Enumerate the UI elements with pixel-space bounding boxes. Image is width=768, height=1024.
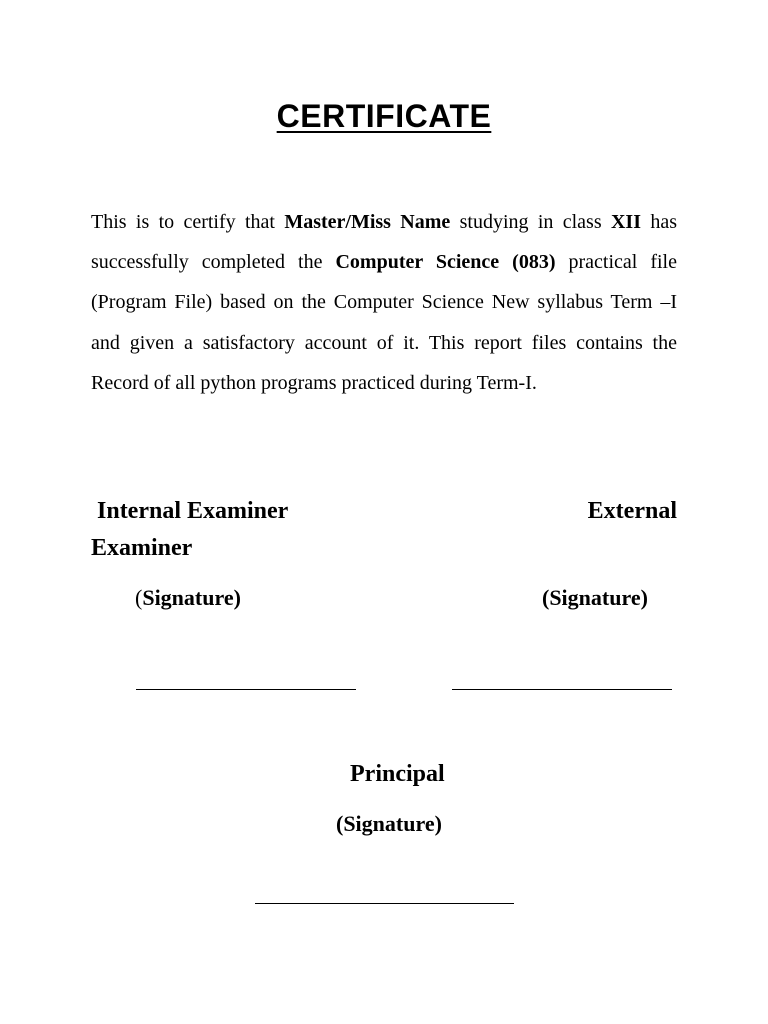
- internal-signature-paren: (: [135, 585, 143, 610]
- body-class-phrase: studying in class: [450, 211, 611, 233]
- class-value: XII: [610, 211, 641, 233]
- internal-signature-label: [135, 584, 241, 612]
- internal-examiner-label: Internal Examiner: [97, 498, 289, 524]
- external-signature-label: (Signature): [542, 585, 648, 610]
- certificate-title: [0, 98, 768, 135]
- internal-signature-line: [136, 689, 356, 690]
- body-intro: This is to certify that: [91, 211, 285, 233]
- internal-signature-text: Signature): [142, 585, 241, 610]
- certificate-title-text: CERTIFICATE: [276, 98, 492, 134]
- principal-signature-label: (Signature): [336, 811, 442, 836]
- examiner-labels-row: [91, 493, 677, 530]
- external-label: External: [587, 498, 677, 524]
- external-examiner-label: Examiner: [91, 535, 193, 561]
- certificate-body: [91, 202, 677, 403]
- body-middle: has successfully completed the: [91, 211, 677, 274]
- principal-signature-line: [255, 903, 514, 904]
- principal-label: Principal: [350, 761, 445, 787]
- external-signature-line: [452, 689, 672, 690]
- examiner-labels-row-2: [91, 530, 677, 567]
- body-rest: practical file (Program File) based on the Computer Science New syllabus Term –I and given a satisfactory account of it. This report files contains the Record of all python programs practiced during Term-I.: [91, 251, 677, 394]
- student-name: Master/Miss Name: [284, 211, 451, 233]
- subject-name: Computer Science (083): [335, 251, 556, 274]
